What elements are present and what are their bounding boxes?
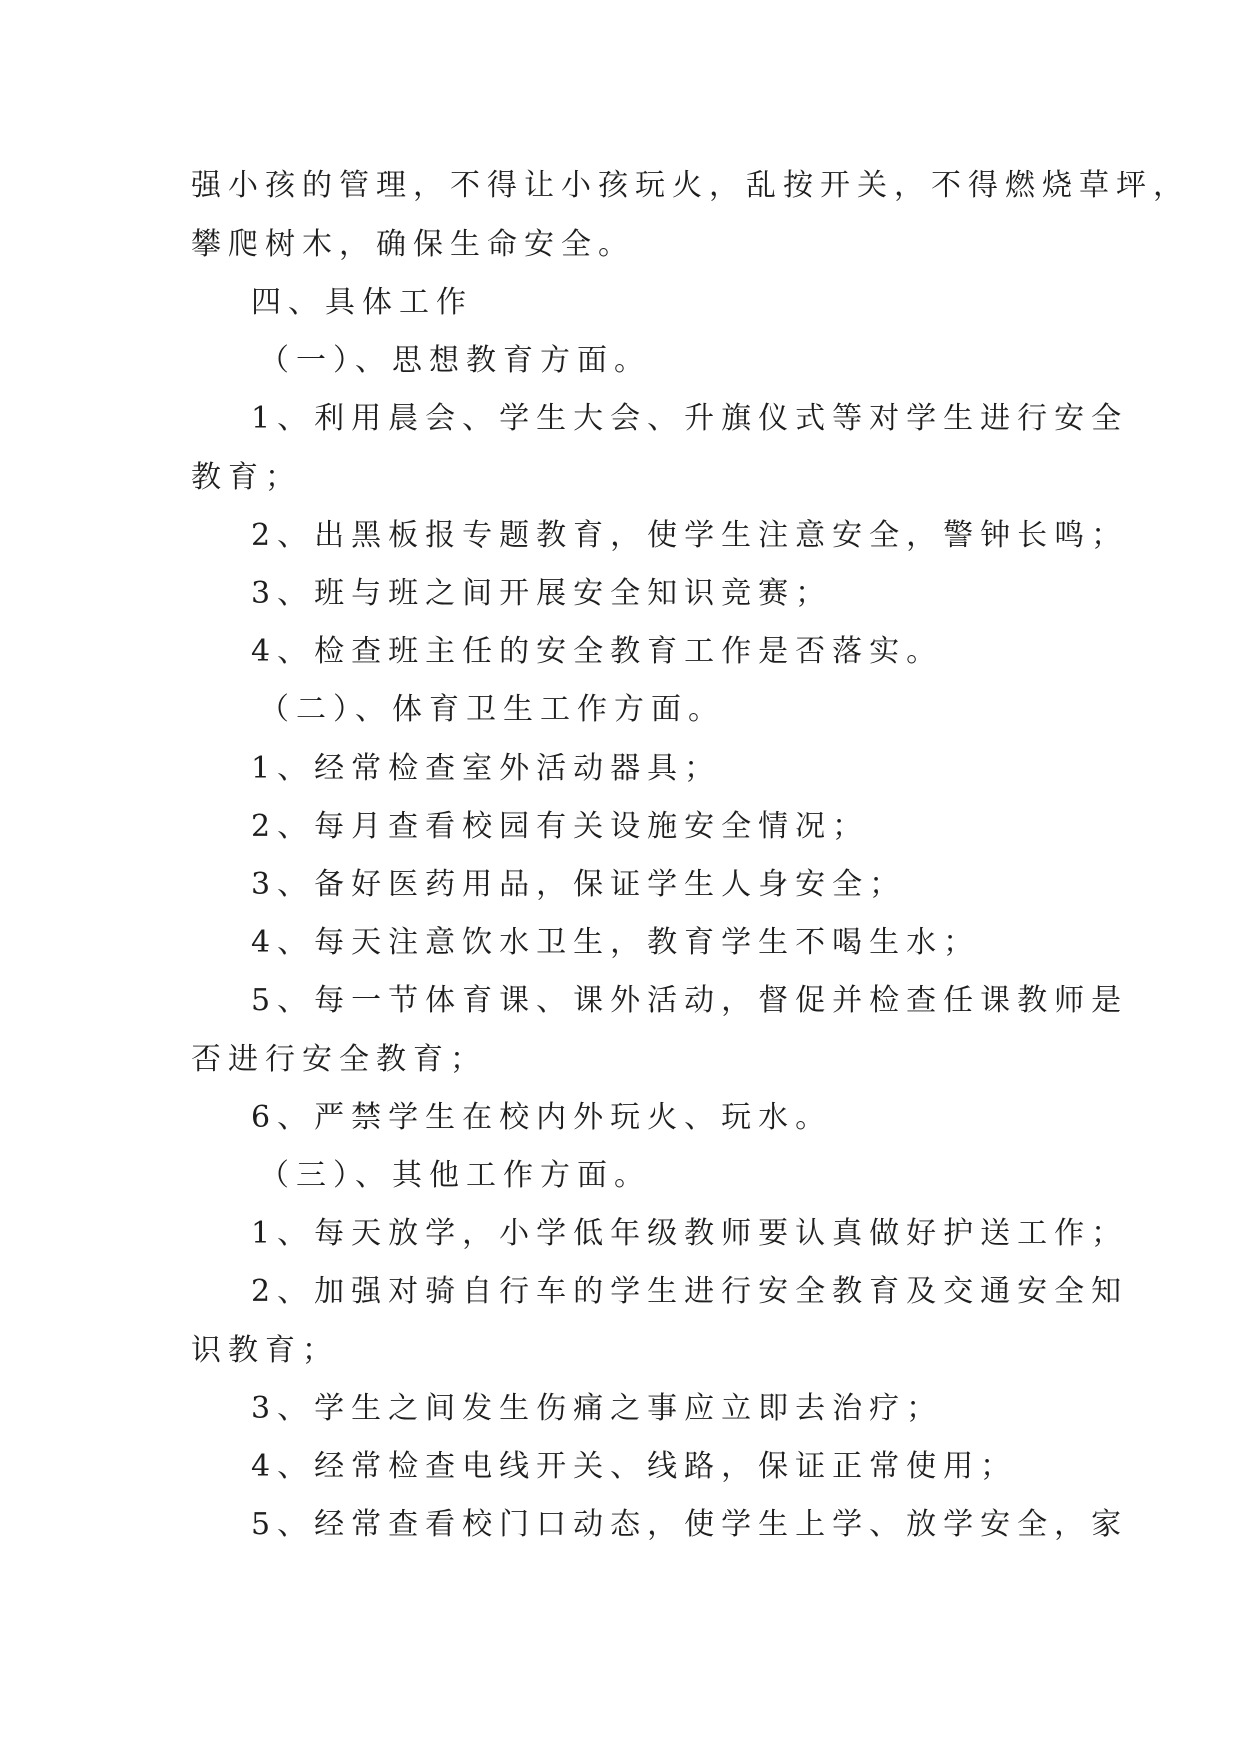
- list-item: 4、经常检查电线开关、线路，保证正常使用；: [251, 1449, 1018, 1484]
- list-item: 2、出黑板报专题教育，使学生注意安全，警钟长鸣；: [251, 518, 1129, 553]
- text-line: 强小孩的管理，不得让小孩玩火，乱按开关，不得燃烧草坪，: [191, 168, 1190, 203]
- text-line: 识教育；: [191, 1333, 339, 1368]
- section-heading: 四、具体工作: [251, 285, 473, 320]
- list-item: 3、备好医药用品，保证学生人身安全；: [251, 867, 907, 902]
- subsection-heading: （一）、思想教育方面。: [259, 343, 651, 378]
- text-line: 攀爬树木，确保生命安全。: [191, 227, 635, 262]
- text-line: 否进行安全教育；: [191, 1042, 487, 1077]
- list-item: 1、经常检查室外活动器具；: [251, 751, 722, 786]
- list-item: 4、每天注意饮水卫生，教育学生不喝生水；: [251, 925, 981, 960]
- subsection-heading: （三）、其他工作方面。: [259, 1158, 651, 1193]
- list-item: 1、每天放学，小学低年级教师要认真做好护送工作；: [251, 1216, 1129, 1251]
- list-item: 5、每一节体育课、课外活动，督促并检查任课教师是: [251, 983, 1129, 1018]
- list-item: 6、严禁学生在校内外玩火、玩水。: [251, 1100, 833, 1135]
- list-item: 4、检查班主任的安全教育工作是否落实。: [251, 634, 944, 669]
- list-item: 2、加强对骑自行车的学生进行安全教育及交通安全知: [251, 1274, 1129, 1309]
- list-item: 1、利用晨会、学生大会、升旗仪式等对学生进行安全: [251, 401, 1129, 436]
- list-item: 3、学生之间发生伤痛之事应立即去治疗；: [251, 1391, 944, 1426]
- list-item: 5、经常查看校门口动态，使学生上学、放学安全，家: [251, 1507, 1129, 1542]
- text-line: 教育；: [191, 460, 302, 495]
- list-item: 3、班与班之间开展安全知识竞赛；: [251, 576, 833, 611]
- list-item: 2、每月查看校园有关设施安全情况；: [251, 809, 870, 844]
- subsection-heading: （二）、体育卫生工作方面。: [259, 692, 725, 727]
